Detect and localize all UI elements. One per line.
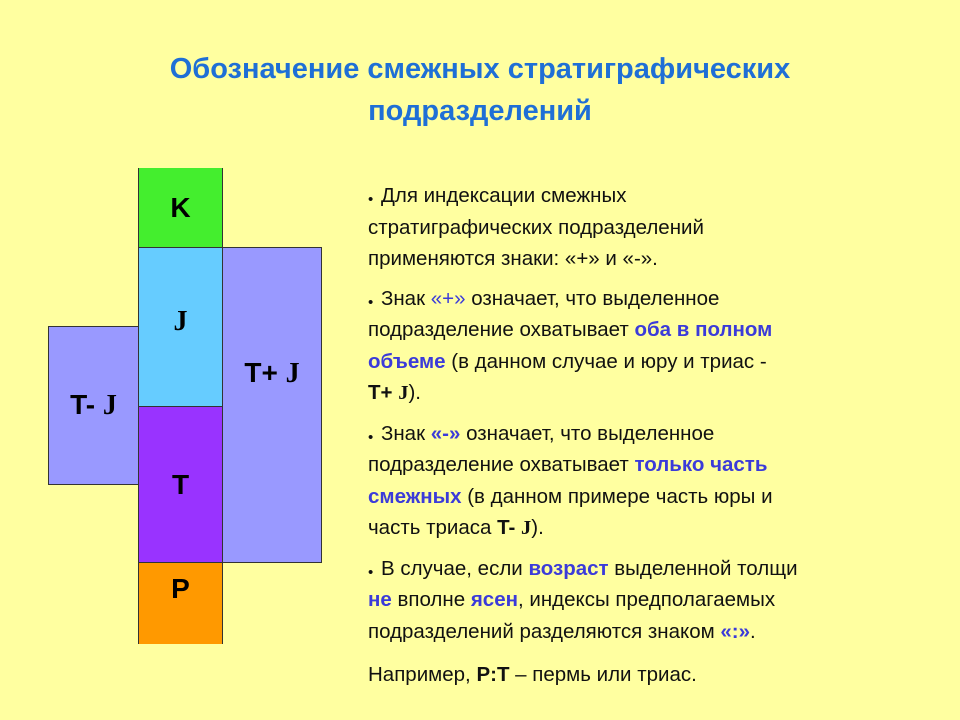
box-T-plus-J <box>222 247 322 563</box>
label-J: J <box>173 306 188 337</box>
bullet-2: • Знак «+» означает, что выделенное подразделение охватывает оба в полном объеме (в данном случае и юру и триас - T+ J). <box>368 286 773 404</box>
box-T-minus-J <box>48 326 139 485</box>
bullet-dot: • <box>368 191 374 208</box>
column-right-edge-top <box>222 168 223 248</box>
slide-title-line2: подразделений <box>368 95 592 127</box>
box-T <box>138 406 223 563</box>
bullet-1: • Для индексации смежных стратиграфических подразделений применяются знаки: «+» и «-». <box>368 184 704 270</box>
box-P <box>138 562 223 644</box>
label-P: P <box>171 573 190 604</box>
label-T-plus-J: T+ J <box>244 356 300 389</box>
bullet-4: • В случае, если возраст выделенной толщи не вполне ясен, индексы предполагаемых подразделений разделяются знаком «:». <box>368 556 798 643</box>
slide-title <box>40 48 920 132</box>
box-J <box>138 247 223 407</box>
column-left-edge-top <box>138 168 139 248</box>
explanation-text <box>368 180 938 691</box>
slide-title-line1: Обозначение смежных стратиграфических <box>169 53 791 85</box>
label-K: K <box>170 191 191 223</box>
label-T-minus-J: T- J <box>70 389 117 421</box>
box-K <box>138 168 223 248</box>
bullet-dot: • <box>368 563 374 581</box>
bullet-dot: • <box>368 428 374 446</box>
bullet-dot: • <box>368 293 374 311</box>
label-T: T <box>171 468 190 500</box>
example-line: Например, P:T – пермь или триас. <box>368 663 697 686</box>
bullet-3: • Знак «-» означает, что выделенное подразделение охватывает только часть смежных (в данном примере часть юры и часть триаса T- J). <box>368 421 773 539</box>
